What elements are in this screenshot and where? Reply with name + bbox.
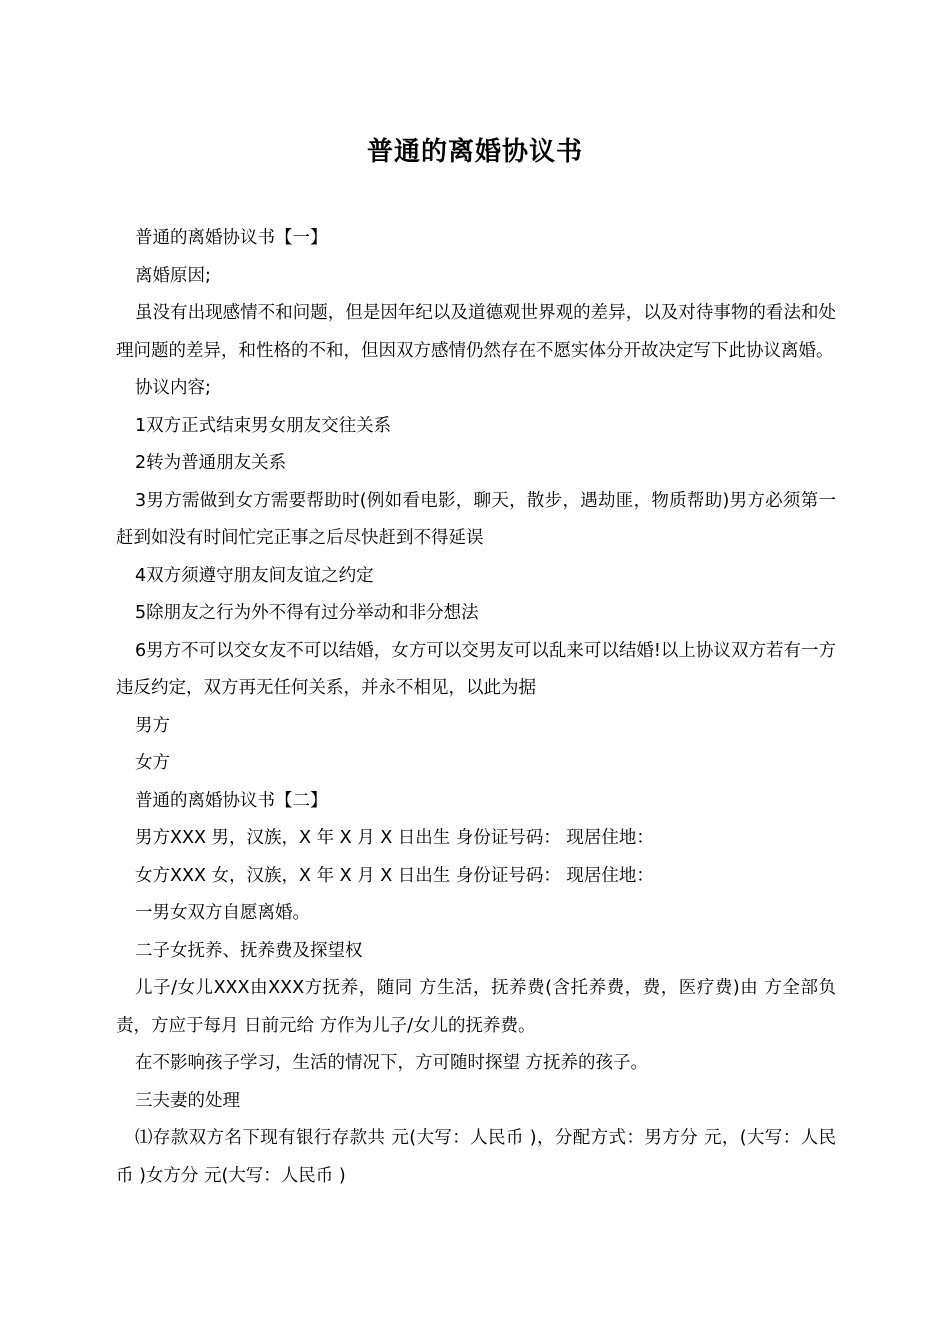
clause-4: 4双方须遵守朋友间友谊之约定 — [135, 565, 374, 586]
male-party-info: 男方XXX 男，汉族，X 年 X 月 X 日出生 身份证号码： 现居住地： — [135, 828, 654, 848]
savings-division-text: ⑴存款双方名下现有银行存款共 元(大写：人民币 )，分配方式：男方分 元，(大写：人民币 )女方分 元(大写：人民币 ) — [116, 1128, 836, 1186]
divorce-reason-text: 虽没有出现感情不和问题，但是因年纪以及道德观世界观的差异，以及对待事物的看法和处理问题的差异，和性格的不和，但因双方感情仍然存在不愿实体分开故决定写下此协议离婚。 — [116, 303, 836, 361]
signature-male: 男方 — [135, 715, 170, 736]
document-body — [116, 220, 836, 1195]
article-one: 一男女双方自愿离婚。 — [135, 903, 310, 923]
female-party-info: 女方XXX 女，汉族，X 年 X 月 X 日出生 身份证号码： 现居住地： — [135, 865, 654, 886]
clause-2: 2转为普通朋友关系 — [135, 453, 287, 473]
clause-5: 5除朋友之行为外不得有过分举动和非分想法 — [135, 603, 479, 623]
custody-text: 儿子/女儿XXX由XXX方抚养，随同 方生活，抚养费(含托养费，费，医疗费)由 方全部负责，方应于每月 日前元给 方作为儿子/女儿的抚养费。 — [116, 978, 836, 1036]
clause-1: 1双方正式结束男女朋友交往关系 — [135, 415, 392, 436]
clause-3: 3男方需做到女方需要帮助时(例如看电影，聊天，散步，遇劫匪，物质帮助)男方必须第一赶到如没有时间忙完正事之后尽快赶到不得延误 — [116, 490, 836, 548]
document-title: 普通的离婚协议书 — [366, 137, 583, 167]
visitation-text: 在不影响孩子学习，生活的情况下，方可随时探望 方抚养的孩子。 — [135, 1053, 649, 1073]
divorce-reason-label: 离婚原因; — [135, 265, 211, 286]
section-heading-two: 普通的离婚协议书【二】 — [135, 790, 328, 811]
article-two-heading: 二子女抚养、抚养费及探望权 — [135, 940, 363, 961]
signature-female: 女方 — [135, 753, 170, 773]
article-three-heading: 三夫妻的处理 — [135, 1090, 240, 1111]
agreement-content-label: 协议内容; — [135, 378, 211, 398]
section-heading-one: 普通的离婚协议书【一】 — [135, 228, 328, 248]
clause-6: 6男方不可以交女友不可以结婚，女方可以交男友可以乱来可以结婚!以上协议双方若有一方违反约定，双方再无任何关系，并永不相见，以此为据 — [116, 640, 836, 698]
